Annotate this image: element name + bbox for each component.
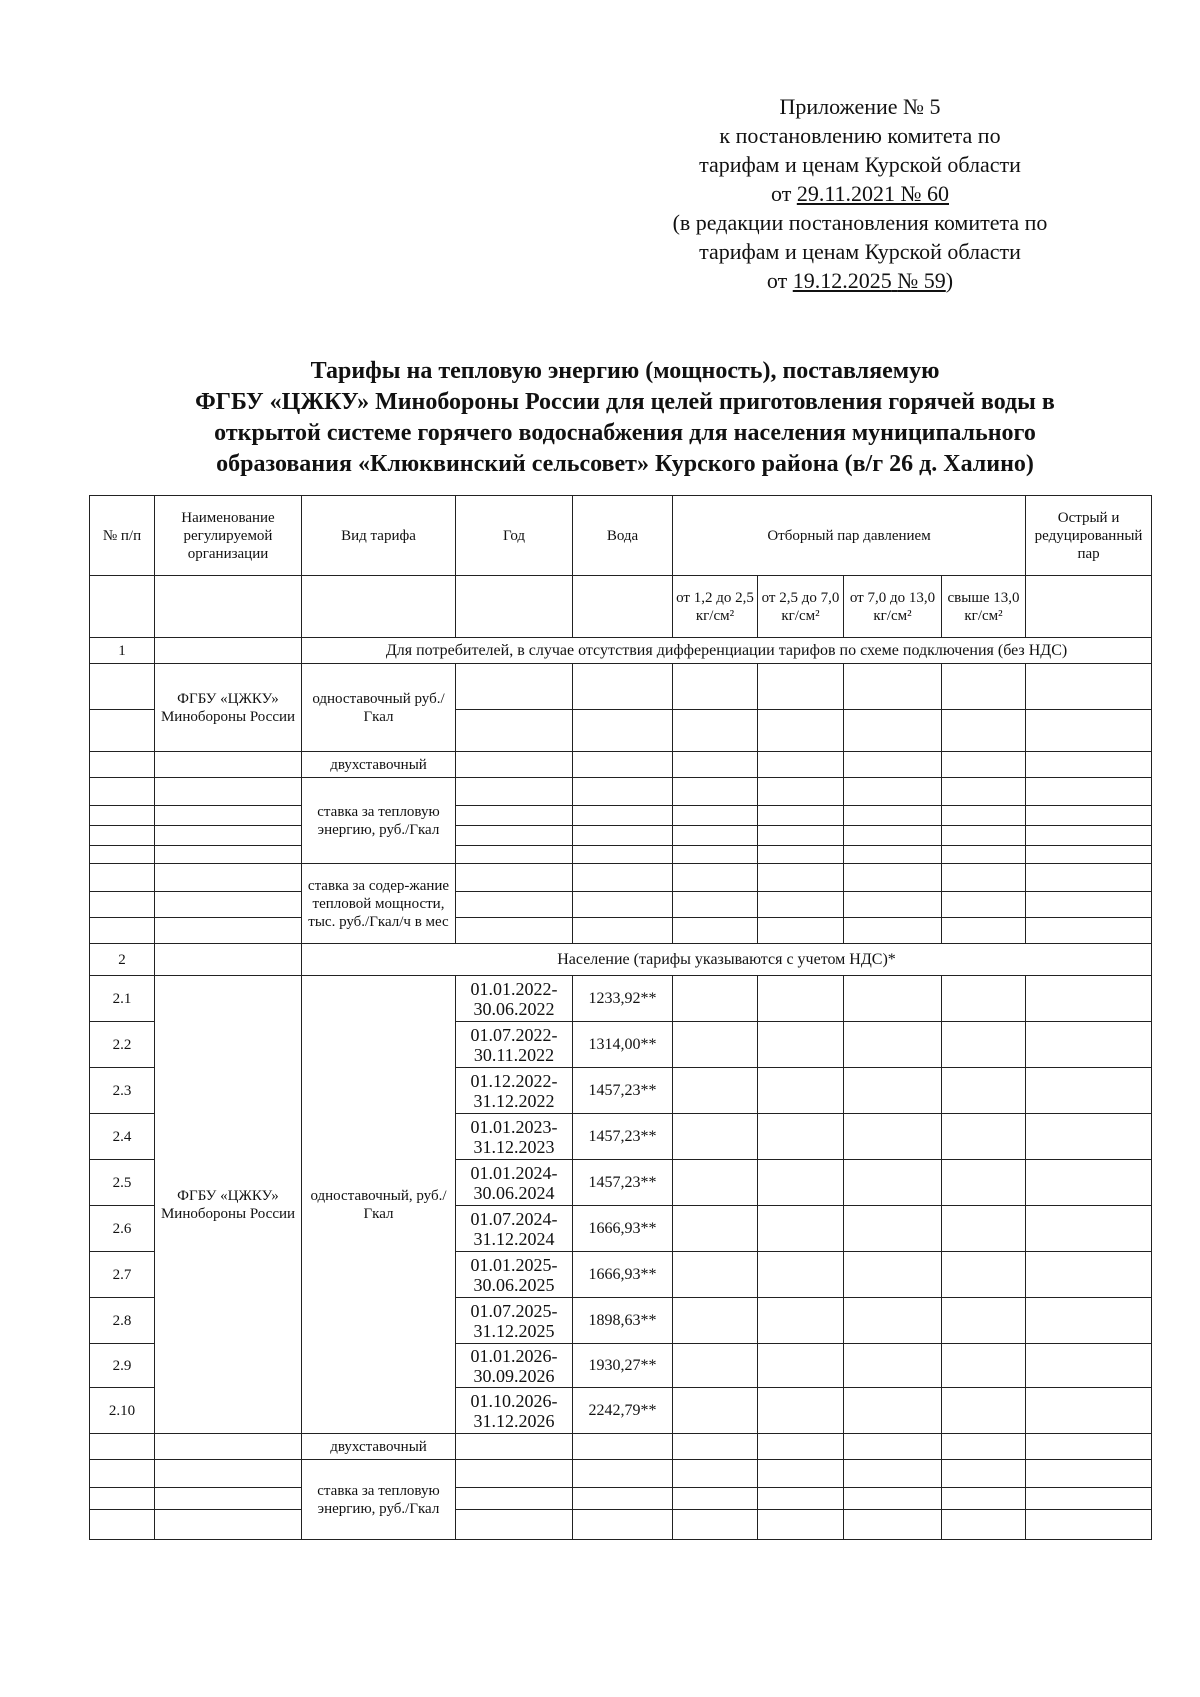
empty-cell bbox=[844, 1114, 942, 1160]
appendix-resolution-line bbox=[600, 179, 1120, 208]
title-line: образования «Клюквинский сельсовет» Курского района (в/г 26 д. Халино) bbox=[216, 451, 1034, 477]
header-pressure-3: от 7,0 до 13,0 кг/см² bbox=[844, 576, 942, 638]
empty-cell bbox=[844, 1460, 942, 1488]
empty-cell bbox=[758, 1344, 844, 1388]
row-2-10-num: 2.10 bbox=[90, 1388, 155, 1434]
empty-cell bbox=[844, 846, 942, 864]
empty-cell bbox=[456, 846, 573, 864]
empty-cell bbox=[1026, 576, 1152, 638]
appendix-header bbox=[600, 92, 1120, 295]
empty-cell bbox=[90, 710, 155, 752]
section1-capacity-rate: ставка за содер-жание тепловой мощности, тыс. руб./Гкал/ч в мес bbox=[302, 864, 456, 944]
header-water: Вода bbox=[573, 496, 673, 576]
row-2-9-num: 2.9 bbox=[90, 1344, 155, 1388]
empty-cell bbox=[456, 778, 573, 806]
empty-cell bbox=[90, 664, 155, 710]
empty-cell bbox=[844, 918, 942, 944]
empty-cell bbox=[155, 892, 302, 918]
empty-cell bbox=[844, 892, 942, 918]
empty-cell bbox=[758, 1114, 844, 1160]
appendix-line: тарифам и ценам Курской области bbox=[699, 239, 1021, 264]
row-2-3-period: 01.12.2022-31.12.2022 bbox=[456, 1068, 573, 1114]
empty-cell bbox=[942, 778, 1026, 806]
empty-cell bbox=[90, 752, 155, 778]
empty-cell bbox=[844, 1344, 942, 1388]
row-2-2-period: 01.07.2022-30.11.2022 bbox=[456, 1022, 573, 1068]
row-2-5-water: 1457,23** bbox=[573, 1160, 673, 1206]
section2-num: 2 bbox=[90, 944, 155, 976]
empty-cell bbox=[758, 864, 844, 892]
empty-cell bbox=[673, 1114, 758, 1160]
edition-from: от bbox=[766, 268, 793, 293]
empty-cell bbox=[302, 576, 456, 638]
empty-cell bbox=[573, 1510, 673, 1540]
empty-cell bbox=[155, 638, 302, 664]
appendix-from: от bbox=[770, 181, 797, 206]
empty-cell bbox=[942, 846, 1026, 864]
empty-cell bbox=[155, 864, 302, 892]
empty-cell bbox=[573, 778, 673, 806]
empty-cell bbox=[155, 806, 302, 826]
title-line: ФГБУ «ЦЖКУ» Минобороны России для целей приготовления горячей воды в bbox=[195, 389, 1055, 415]
empty-cell bbox=[758, 976, 844, 1022]
empty-cell bbox=[758, 1022, 844, 1068]
row-2-7-num: 2.7 bbox=[90, 1252, 155, 1298]
row-2-4-water: 1457,23** bbox=[573, 1114, 673, 1160]
empty-cell bbox=[90, 778, 155, 806]
empty-cell bbox=[758, 1460, 844, 1488]
row-2-9-water: 1930,27** bbox=[573, 1344, 673, 1388]
empty-cell bbox=[1026, 864, 1152, 892]
empty-cell bbox=[673, 1434, 758, 1460]
empty-cell bbox=[673, 1388, 758, 1434]
empty-cell bbox=[844, 1388, 942, 1434]
empty-cell bbox=[673, 1344, 758, 1388]
empty-cell bbox=[942, 826, 1026, 846]
empty-cell bbox=[673, 1022, 758, 1068]
empty-cell bbox=[456, 664, 573, 710]
empty-cell bbox=[573, 576, 673, 638]
empty-cell bbox=[942, 1460, 1026, 1488]
header-pressure-2: от 2,5 до 7,0 кг/см² bbox=[758, 576, 844, 638]
empty-cell bbox=[673, 1460, 758, 1488]
empty-cell bbox=[90, 892, 155, 918]
row-2-1-num: 2.1 bbox=[90, 976, 155, 1022]
empty-cell bbox=[844, 1298, 942, 1344]
row-2-5-num: 2.5 bbox=[90, 1160, 155, 1206]
empty-cell bbox=[673, 1510, 758, 1540]
header-tariff-type: Вид тарифа bbox=[302, 496, 456, 576]
empty-cell bbox=[844, 710, 942, 752]
empty-cell bbox=[1026, 1298, 1152, 1344]
empty-cell bbox=[942, 1344, 1026, 1388]
empty-cell bbox=[573, 806, 673, 826]
empty-cell bbox=[1026, 826, 1152, 846]
empty-cell bbox=[758, 826, 844, 846]
empty-cell bbox=[942, 976, 1026, 1022]
empty-cell bbox=[90, 576, 155, 638]
empty-cell bbox=[573, 864, 673, 892]
row-2-4-period: 01.01.2023-31.12.2023 bbox=[456, 1114, 573, 1160]
empty-cell bbox=[844, 864, 942, 892]
header-pressure-4: свыше 13,0 кг/см² bbox=[942, 576, 1026, 638]
row-2-7-period: 01.01.2025-30.06.2025 bbox=[456, 1252, 573, 1298]
tariff-table bbox=[89, 495, 1152, 1540]
empty-cell bbox=[90, 918, 155, 944]
section2-one-rate: одноставочный, руб./Гкал bbox=[302, 976, 456, 1434]
empty-cell bbox=[673, 826, 758, 846]
empty-cell bbox=[758, 806, 844, 826]
empty-cell bbox=[1026, 1388, 1152, 1434]
empty-cell bbox=[1026, 664, 1152, 710]
header-pressure-1: от 1,2 до 2,5 кг/см² bbox=[673, 576, 758, 638]
empty-cell bbox=[456, 710, 573, 752]
empty-cell bbox=[758, 1488, 844, 1510]
empty-cell bbox=[942, 864, 1026, 892]
edition-close: ) bbox=[945, 268, 954, 293]
empty-cell bbox=[90, 864, 155, 892]
row-2-10-period: 01.10.2026-31.12.2026 bbox=[456, 1388, 573, 1434]
empty-cell bbox=[942, 752, 1026, 778]
header-sharp-steam: Острый и редуцированный пар bbox=[1026, 496, 1152, 576]
empty-cell bbox=[573, 1434, 673, 1460]
empty-cell bbox=[155, 1488, 302, 1510]
empty-cell bbox=[573, 1460, 673, 1488]
header-steam: Отборный пар давлением bbox=[673, 496, 1026, 576]
row-2-2-num: 2.2 bbox=[90, 1022, 155, 1068]
empty-cell bbox=[155, 918, 302, 944]
section2-org: ФГБУ «ЦЖКУ» Минобороны России bbox=[155, 976, 302, 1434]
empty-cell bbox=[758, 892, 844, 918]
section2-heat-rate: ставка за тепловую энергию, руб./Гкал bbox=[302, 1460, 456, 1540]
section2-title: Население (тарифы указываются с учетом НДС)* bbox=[302, 944, 1152, 976]
appendix-line: к постановлению комитета по bbox=[719, 123, 1001, 148]
empty-cell bbox=[155, 1460, 302, 1488]
empty-cell bbox=[844, 826, 942, 846]
empty-cell bbox=[1026, 1488, 1152, 1510]
empty-cell bbox=[1026, 1206, 1152, 1252]
empty-cell bbox=[456, 1434, 573, 1460]
empty-cell bbox=[942, 1068, 1026, 1114]
empty-cell bbox=[844, 664, 942, 710]
title-line: открытой системе горячего водоснабжения для населения муниципального bbox=[214, 420, 1036, 446]
empty-cell bbox=[758, 1206, 844, 1252]
empty-cell bbox=[758, 778, 844, 806]
empty-cell bbox=[758, 710, 844, 752]
section1-title: Для потребителей, в случае отсутствия дифференциации тарифов по схеме подключения (без НДС) bbox=[302, 638, 1152, 664]
empty-cell bbox=[844, 976, 942, 1022]
empty-cell bbox=[90, 806, 155, 826]
empty-cell bbox=[90, 1488, 155, 1510]
section1-heat-rate: ставка за тепловую энергию, руб./Гкал bbox=[302, 778, 456, 864]
empty-cell bbox=[942, 1434, 1026, 1460]
empty-cell bbox=[942, 892, 1026, 918]
edition-date: 19.12.2025 bbox=[792, 268, 892, 293]
empty-cell bbox=[844, 1022, 942, 1068]
empty-cell bbox=[844, 778, 942, 806]
empty-cell bbox=[573, 710, 673, 752]
row-2-6-period: 01.07.2024-31.12.2024 bbox=[456, 1206, 573, 1252]
empty-cell bbox=[456, 752, 573, 778]
empty-cell bbox=[1026, 1114, 1152, 1160]
empty-cell bbox=[673, 1160, 758, 1206]
section2-two-rate: двухставочный bbox=[302, 1434, 456, 1460]
empty-cell bbox=[456, 892, 573, 918]
empty-cell bbox=[573, 664, 673, 710]
empty-cell bbox=[942, 1160, 1026, 1206]
empty-cell bbox=[90, 1460, 155, 1488]
empty-cell bbox=[758, 918, 844, 944]
appendix-line: (в редакции постановления комитета по bbox=[672, 210, 1048, 235]
appendix-line: тарифам и ценам Курской области bbox=[699, 152, 1021, 177]
empty-cell bbox=[758, 846, 844, 864]
empty-cell bbox=[1026, 918, 1152, 944]
section1-org: ФГБУ «ЦЖКУ» Минобороны России bbox=[155, 664, 302, 752]
empty-cell bbox=[573, 752, 673, 778]
edition-number: № 59 bbox=[897, 268, 946, 293]
empty-cell bbox=[942, 1510, 1026, 1540]
row-2-3-water: 1457,23** bbox=[573, 1068, 673, 1114]
empty-cell bbox=[758, 1388, 844, 1434]
empty-cell bbox=[942, 1206, 1026, 1252]
empty-cell bbox=[573, 826, 673, 846]
empty-cell bbox=[573, 918, 673, 944]
empty-cell bbox=[942, 1114, 1026, 1160]
empty-cell bbox=[758, 1252, 844, 1298]
empty-cell bbox=[90, 1510, 155, 1540]
empty-cell bbox=[758, 1160, 844, 1206]
empty-cell bbox=[844, 1488, 942, 1510]
empty-cell bbox=[844, 1434, 942, 1460]
appendix-line: Приложение № 5 bbox=[779, 94, 941, 119]
empty-cell bbox=[90, 1434, 155, 1460]
section1-num: 1 bbox=[90, 638, 155, 664]
empty-cell bbox=[942, 1488, 1026, 1510]
empty-cell bbox=[673, 1206, 758, 1252]
empty-cell bbox=[1026, 1434, 1152, 1460]
empty-cell bbox=[573, 892, 673, 918]
appendix-edition-line bbox=[600, 266, 1120, 295]
empty-cell bbox=[155, 778, 302, 806]
empty-cell bbox=[673, 752, 758, 778]
empty-cell bbox=[155, 576, 302, 638]
empty-cell bbox=[155, 1510, 302, 1540]
row-2-4-num: 2.4 bbox=[90, 1114, 155, 1160]
empty-cell bbox=[456, 806, 573, 826]
resolution-date: 29.11.2021 bbox=[796, 181, 895, 206]
empty-cell bbox=[844, 1206, 942, 1252]
empty-cell bbox=[758, 752, 844, 778]
empty-cell bbox=[155, 846, 302, 864]
empty-cell bbox=[673, 976, 758, 1022]
row-2-1-period: 01.01.2022-30.06.2022 bbox=[456, 976, 573, 1022]
empty-cell bbox=[942, 1388, 1026, 1434]
empty-cell bbox=[573, 846, 673, 864]
empty-cell bbox=[942, 664, 1026, 710]
empty-cell bbox=[673, 864, 758, 892]
row-2-8-water: 1898,63** bbox=[573, 1298, 673, 1344]
row-2-5-period: 01.01.2024-30.06.2024 bbox=[456, 1160, 573, 1206]
empty-cell bbox=[758, 1434, 844, 1460]
empty-cell bbox=[90, 846, 155, 864]
header-org: Наименование регулируемой организации bbox=[155, 496, 302, 576]
empty-cell bbox=[1026, 1344, 1152, 1388]
row-2-3-num: 2.3 bbox=[90, 1068, 155, 1114]
empty-cell bbox=[1026, 892, 1152, 918]
empty-cell bbox=[673, 806, 758, 826]
empty-cell bbox=[844, 1252, 942, 1298]
title-line: Тарифы на тепловую энергию (мощность), поставляемую bbox=[310, 358, 940, 384]
empty-cell bbox=[155, 826, 302, 846]
empty-cell bbox=[673, 778, 758, 806]
row-2-10-water: 2242,79** bbox=[573, 1388, 673, 1434]
empty-cell bbox=[456, 1488, 573, 1510]
empty-cell bbox=[1026, 1022, 1152, 1068]
empty-cell bbox=[456, 918, 573, 944]
section1-one-rate: одноставочный руб./Гкал bbox=[302, 664, 456, 752]
empty-cell bbox=[673, 1298, 758, 1344]
empty-cell bbox=[673, 918, 758, 944]
row-2-1-water: 1233,92** bbox=[573, 976, 673, 1022]
empty-cell bbox=[844, 1510, 942, 1540]
empty-cell bbox=[844, 1160, 942, 1206]
empty-cell bbox=[1026, 1510, 1152, 1540]
row-2-6-num: 2.6 bbox=[90, 1206, 155, 1252]
empty-cell bbox=[456, 1460, 573, 1488]
empty-cell bbox=[844, 752, 942, 778]
empty-cell bbox=[758, 1510, 844, 1540]
empty-cell bbox=[942, 806, 1026, 826]
empty-cell bbox=[758, 1298, 844, 1344]
empty-cell bbox=[456, 576, 573, 638]
empty-cell bbox=[1026, 976, 1152, 1022]
header-year: Год bbox=[456, 496, 573, 576]
empty-cell bbox=[456, 1510, 573, 1540]
row-2-9-period: 01.01.2026-30.09.2026 bbox=[456, 1344, 573, 1388]
empty-cell bbox=[942, 1298, 1026, 1344]
empty-cell bbox=[758, 664, 844, 710]
empty-cell bbox=[844, 806, 942, 826]
row-2-8-num: 2.8 bbox=[90, 1298, 155, 1344]
empty-cell bbox=[673, 892, 758, 918]
empty-cell bbox=[573, 1488, 673, 1510]
empty-cell bbox=[673, 1068, 758, 1114]
empty-cell bbox=[844, 1068, 942, 1114]
empty-cell bbox=[673, 1252, 758, 1298]
empty-cell bbox=[1026, 752, 1152, 778]
empty-cell bbox=[1026, 778, 1152, 806]
row-2-2-water: 1314,00** bbox=[573, 1022, 673, 1068]
empty-cell bbox=[1026, 1160, 1152, 1206]
empty-cell bbox=[1026, 1252, 1152, 1298]
empty-cell bbox=[1026, 710, 1152, 752]
empty-cell bbox=[456, 826, 573, 846]
empty-cell bbox=[942, 1022, 1026, 1068]
empty-cell bbox=[1026, 1068, 1152, 1114]
empty-cell bbox=[942, 710, 1026, 752]
empty-cell bbox=[155, 1434, 302, 1460]
row-2-7-water: 1666,93** bbox=[573, 1252, 673, 1298]
row-2-6-water: 1666,93** bbox=[573, 1206, 673, 1252]
document-title bbox=[130, 356, 1120, 480]
empty-cell bbox=[1026, 846, 1152, 864]
empty-cell bbox=[1026, 1460, 1152, 1488]
empty-cell bbox=[673, 710, 758, 752]
empty-cell bbox=[155, 752, 302, 778]
empty-cell bbox=[155, 944, 302, 976]
empty-cell bbox=[673, 846, 758, 864]
empty-cell bbox=[673, 1488, 758, 1510]
section1-two-rate: двухставочный bbox=[302, 752, 456, 778]
empty-cell bbox=[942, 1252, 1026, 1298]
empty-cell bbox=[758, 1068, 844, 1114]
empty-cell bbox=[90, 826, 155, 846]
header-num: № п/п bbox=[90, 496, 155, 576]
empty-cell bbox=[942, 918, 1026, 944]
empty-cell bbox=[456, 864, 573, 892]
empty-cell bbox=[673, 664, 758, 710]
empty-cell bbox=[1026, 806, 1152, 826]
resolution-number: № 60 bbox=[900, 181, 949, 206]
row-2-8-period: 01.07.2025-31.12.2025 bbox=[456, 1298, 573, 1344]
